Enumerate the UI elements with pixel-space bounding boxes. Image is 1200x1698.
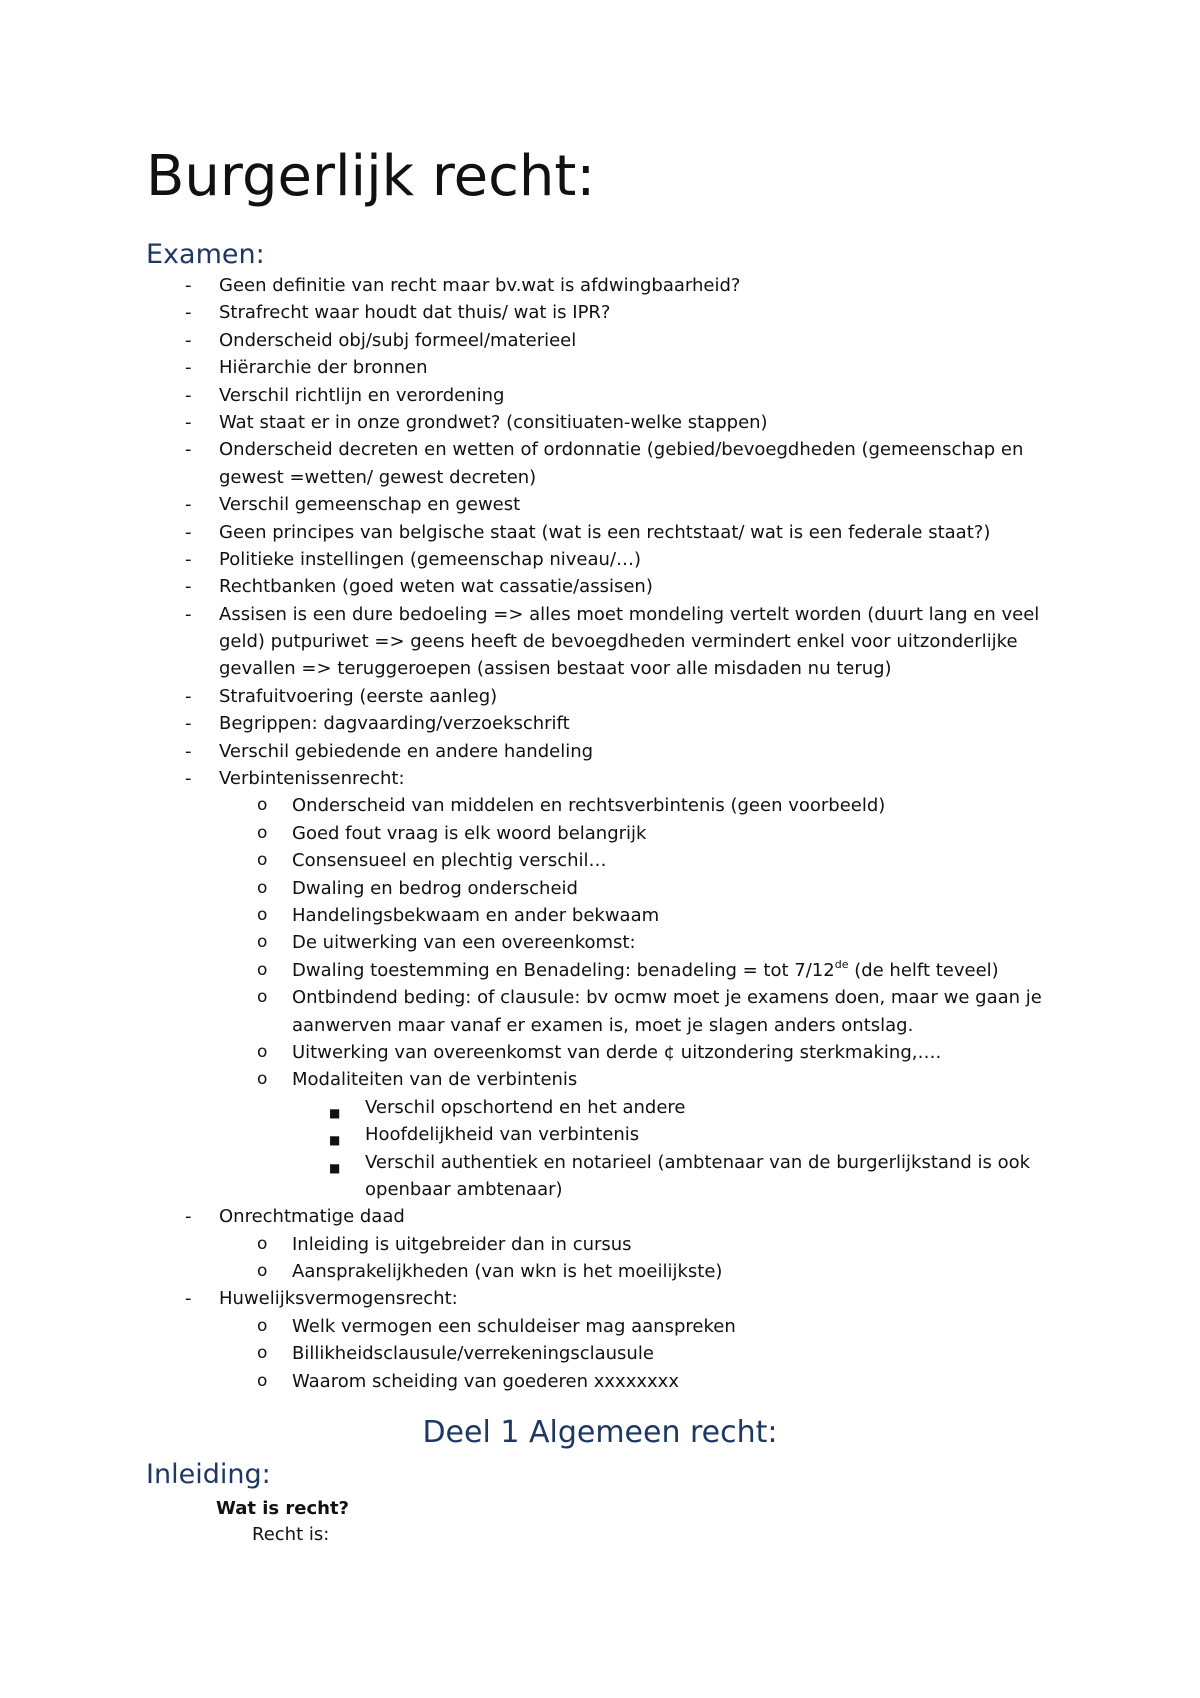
list-item-text xyxy=(292,1368,679,1395)
list-item-text-main: Verschil gemeenschap en gewest xyxy=(219,494,521,516)
dash-bullet: - xyxy=(185,521,192,543)
list-item-text-main: Strafuitvoering (eerste aanleg) xyxy=(219,685,498,707)
list-item-text xyxy=(219,409,768,436)
heading-deel-1: Deel 1 Algemeen recht: xyxy=(422,1415,778,1450)
list-item xyxy=(0,792,1200,819)
list-item-text xyxy=(219,655,892,682)
list-item xyxy=(0,1231,1200,1258)
list-item-text-main: Assisen is een dure bedoeling => alles moet mondeling vertelt worden (duurt lang en veel xyxy=(219,603,1040,625)
dash-bullet: - xyxy=(185,713,192,735)
list-item xyxy=(0,299,1200,326)
list-item-text xyxy=(292,902,659,929)
document-title: Burgerlijk recht: xyxy=(146,144,596,209)
list-item-text xyxy=(292,792,885,819)
circle-bullet: o xyxy=(257,1343,268,1364)
list-item-text-main: De uitwerking van een overeenkomst: xyxy=(292,932,636,954)
list-item-text xyxy=(292,1313,736,1340)
list-item-text-main: Verbintenissenrecht: xyxy=(219,768,405,790)
list-item-continuation xyxy=(0,1176,1200,1203)
list-item-text-main: Geen definitie van recht maar bv.wat is afdwingbaarheid? xyxy=(219,275,741,296)
list-item xyxy=(0,984,1200,1011)
list-item xyxy=(0,1203,1200,1230)
subheading-wat-is-recht: Wat is recht? xyxy=(216,1498,349,1519)
list-item xyxy=(0,1313,1200,1340)
list-item-text xyxy=(292,1258,722,1285)
circle-bullet: o xyxy=(257,932,268,953)
list-item-text xyxy=(219,1285,458,1312)
circle-bullet: o xyxy=(257,1069,268,1090)
list-item-text-main: Hiërarchie der bronnen xyxy=(219,357,428,379)
list-item xyxy=(0,820,1200,847)
circle-bullet: o xyxy=(257,1370,268,1391)
list-item-text xyxy=(292,1231,632,1258)
list-item-text xyxy=(219,546,641,573)
list-item-text-main: Verschil gebiedende en andere handeling xyxy=(219,740,594,762)
list-item-text xyxy=(292,1340,654,1367)
list-item xyxy=(0,957,1200,984)
circle-bullet: o xyxy=(257,1041,268,1062)
list-item xyxy=(0,272,1200,299)
list-item xyxy=(0,1258,1200,1285)
list-item-text xyxy=(365,1149,1030,1176)
list-item xyxy=(0,546,1200,573)
circle-bullet: o xyxy=(257,1261,268,1282)
list-item xyxy=(0,436,1200,463)
dash-bullet: - xyxy=(185,1288,192,1310)
list-item xyxy=(0,683,1200,710)
list-item-text-main: Dwaling en bedrog onderscheid xyxy=(292,877,578,899)
list-item xyxy=(0,1340,1200,1367)
circle-bullet: o xyxy=(257,822,268,843)
list-item-text-main: Rechtbanken (goed weten wat cassatie/assisen) xyxy=(219,576,653,598)
list-item-text-main: aanwerven maar vanaf er examen is, moet je slagen anders ontslag. xyxy=(292,1014,914,1036)
list-item-text xyxy=(292,984,1042,1011)
list-item-text-main: Begrippen: dagvaarding/verzoekschrift xyxy=(219,713,570,735)
dash-bullet: - xyxy=(185,603,192,625)
list-item-text-main: Dwaling toestemming en Benadeling: benadeling = tot 7/12 xyxy=(292,959,835,981)
list-item-text xyxy=(292,875,578,902)
list-item xyxy=(0,573,1200,600)
list-item-text-main: Wat staat er in onze grondwet? (consitiuaten-welke stappen) xyxy=(219,411,768,433)
list-item-text xyxy=(219,601,1039,628)
circle-bullet: o xyxy=(257,959,268,980)
list-item-text-main: Onderscheid decreten en wetten of ordonnatie (gebied/bevoegdheden (gemeenschap en xyxy=(219,439,1024,461)
list-item-text-main: Politieke instellingen (gemeenschap niveau/…) xyxy=(219,548,642,570)
list-item-text xyxy=(219,519,990,546)
list-item-text-main: Aansprakelijkheden (van wkn is het moeilijkste) xyxy=(292,1261,723,1283)
list-item-text-after: (de helft teveel) xyxy=(848,959,999,981)
circle-bullet: o xyxy=(257,877,268,898)
list-item xyxy=(0,765,1200,792)
dash-bullet: - xyxy=(185,740,192,762)
dash-bullet: - xyxy=(185,576,192,598)
list-item-text xyxy=(219,354,428,381)
list-item xyxy=(0,601,1200,628)
list-item-text xyxy=(292,929,636,956)
list-item xyxy=(0,929,1200,956)
list-item-text xyxy=(365,1121,639,1148)
list-item xyxy=(0,1094,1200,1121)
list-item-text-main: Huwelijksvermogensrecht: xyxy=(219,1288,458,1310)
dash-bullet: - xyxy=(185,768,192,790)
text-recht-is: Recht is: xyxy=(252,1524,330,1545)
list-item-text xyxy=(219,573,653,600)
dash-bullet: - xyxy=(185,275,192,296)
list-item xyxy=(0,875,1200,902)
circle-bullet: o xyxy=(257,1233,268,1254)
circle-bullet: o xyxy=(257,795,268,816)
list-item xyxy=(0,1149,1200,1176)
list-item-text-main: Modaliteiten van de verbintenis xyxy=(292,1069,578,1091)
square-bullet: ■ xyxy=(329,1105,341,1120)
list-item-text xyxy=(219,299,610,326)
list-item-text xyxy=(219,491,520,518)
list-item xyxy=(0,847,1200,874)
list-item xyxy=(0,491,1200,518)
list-item-text xyxy=(292,820,646,847)
list-item-text-main: gewest =wetten/ gewest decreten) xyxy=(219,466,537,488)
list-item xyxy=(0,738,1200,765)
list-item-text-main: geld) putpuriwet => geens heeft de bevoegdheden vermindert enkel voor uitzonderlijke xyxy=(219,631,1018,653)
list-item-text-main: Ontbindend beding: of clausule: bv ocmw moet je examens doen, maar we gaan je xyxy=(292,987,1042,1009)
dash-bullet: - xyxy=(185,384,192,406)
list-item-text-main: Welk vermogen een schuldeiser mag aanspreken xyxy=(292,1315,736,1337)
square-bullet: ■ xyxy=(329,1160,341,1175)
list-item-text xyxy=(365,1094,686,1121)
list-item-text xyxy=(219,628,1018,655)
superscript: de xyxy=(834,957,849,971)
dash-bullet: - xyxy=(185,685,192,707)
list-item xyxy=(0,710,1200,737)
list-item-text xyxy=(292,957,999,986)
list-item-text-main: Consensueel en plechtig verschil… xyxy=(292,850,607,872)
dash-bullet: - xyxy=(185,357,192,379)
list-item-text xyxy=(292,1039,941,1066)
list-item-continuation xyxy=(0,464,1200,491)
list-item-text-main: Onderscheid van middelen en rechtsverbintenis (geen voorbeeld) xyxy=(292,795,886,817)
list-item-text xyxy=(219,1203,405,1230)
dash-bullet: - xyxy=(185,302,192,324)
list-item-text xyxy=(219,272,740,299)
list-item-continuation xyxy=(0,655,1200,682)
list-item-text xyxy=(219,738,593,765)
list-item-text-main: Strafrecht waar houdt dat thuis/ wat is IPR? xyxy=(219,302,611,324)
list-item-text xyxy=(219,382,504,409)
dash-bullet: - xyxy=(185,411,192,433)
list-item xyxy=(0,1039,1200,1066)
list-item-text-main: Geen principes van belgische staat (wat is een rechtstaat/ wat is een federale staat?) xyxy=(219,521,991,543)
list-item-text xyxy=(219,464,536,491)
list-item-text-main: Verschil opschortend en het andere xyxy=(365,1096,686,1118)
list-item-text-main: Uitwerking van overeenkomst van derde ¢ uitzondering sterkmaking,…. xyxy=(292,1041,942,1063)
list-item-text-main: Billikheidsclausule/verrekeningsclausule xyxy=(292,1343,654,1365)
list-item-text-main: Onrechtmatige daad xyxy=(219,1206,405,1228)
list-item-text xyxy=(292,847,607,874)
list-item xyxy=(0,1285,1200,1312)
list-item xyxy=(0,354,1200,381)
heading-examen: Examen: xyxy=(146,239,265,270)
list-item-text xyxy=(219,683,497,710)
list-item-text xyxy=(219,327,576,354)
list-item-text xyxy=(292,1066,577,1093)
list-item-text-main: Inleiding is uitgebreider dan in cursus xyxy=(292,1233,632,1255)
list-item-text-main: gevallen => teruggeroepen (assisen bestaat voor alle misdaden nu terug) xyxy=(219,658,892,680)
list-item-text xyxy=(292,1012,913,1039)
list-item-text xyxy=(365,1176,563,1203)
list-item xyxy=(0,1121,1200,1148)
list-item-text xyxy=(219,436,1023,463)
list-item xyxy=(0,519,1200,546)
circle-bullet: o xyxy=(257,1315,268,1336)
list-item-text xyxy=(219,710,570,737)
list-item-text-main: Verschil authentiek en notarieel (ambtenaar van de burgerlijkstand is ook xyxy=(365,1151,1031,1173)
dash-bullet: - xyxy=(185,548,192,570)
list-item xyxy=(0,902,1200,929)
list-item xyxy=(0,409,1200,436)
list-item-continuation xyxy=(0,628,1200,655)
dash-bullet: - xyxy=(185,439,192,461)
dash-bullet: - xyxy=(185,494,192,516)
list-item-text-main: Hoofdelijkheid van verbintenis xyxy=(365,1124,640,1146)
list-item-continuation xyxy=(0,1012,1200,1039)
list-item-text-main: openbaar ambtenaar) xyxy=(365,1178,563,1200)
list-item xyxy=(0,1368,1200,1395)
list-item-text-main: Verschil richtlijn en verordening xyxy=(219,384,505,406)
circle-bullet: o xyxy=(257,850,268,871)
dash-bullet: - xyxy=(185,1206,192,1228)
dash-bullet: - xyxy=(185,329,192,351)
list-item-text-main: Goed fout vraag is elk woord belangrijk xyxy=(292,822,647,844)
list-item-text-main: Handelingsbekwaam en ander bekwaam xyxy=(292,904,660,926)
square-bullet: ■ xyxy=(329,1133,341,1148)
heading-inleiding: Inleiding: xyxy=(146,1459,271,1490)
circle-bullet: o xyxy=(257,987,268,1008)
exam-topic-list xyxy=(0,272,1200,1395)
list-item-text-main: Waarom scheiding van goederen xxxxxxxx xyxy=(292,1370,679,1392)
circle-bullet: o xyxy=(257,904,268,925)
list-item-text xyxy=(219,765,405,792)
list-item-text-main: Onderscheid obj/subj formeel/materieel xyxy=(219,329,577,351)
list-item xyxy=(0,1066,1200,1093)
list-item xyxy=(0,327,1200,354)
list-item xyxy=(0,382,1200,409)
